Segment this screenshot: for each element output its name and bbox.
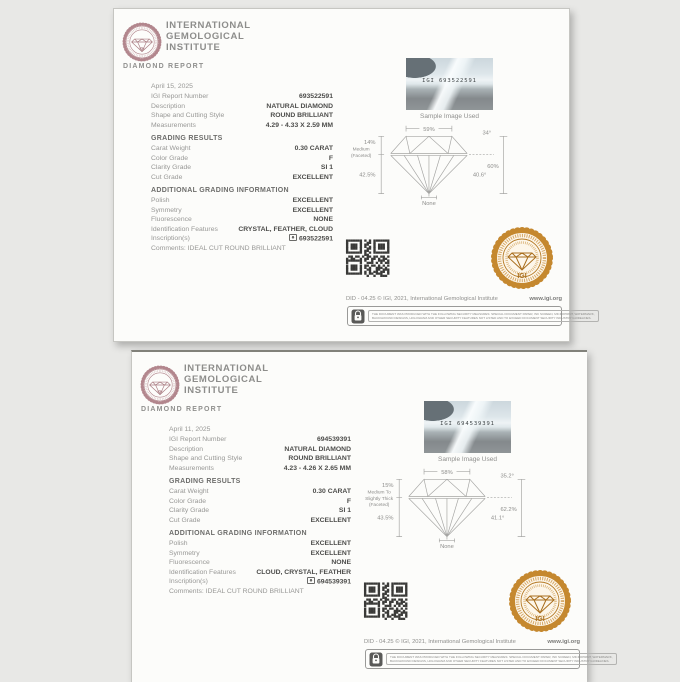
table-percent: 58% [441, 470, 453, 477]
qr-row: █ ▀▀▀ █ ▄▀█ ▄█▀▄█▀█ [364, 610, 408, 616]
additional-row [169, 568, 351, 578]
sample-photo [406, 58, 493, 110]
field-value: CRYSTAL, FEATHER, CLOUD [238, 225, 333, 233]
field-value: NONE [331, 559, 351, 566]
field-label: Polish [169, 540, 188, 547]
field-label: IGI Report Number [151, 93, 209, 100]
additional-row [169, 549, 351, 559]
grading-row [151, 173, 333, 183]
field-value: EXCELLENT [310, 549, 351, 557]
additional-grading-heading: ADDITIONAL GRADING INFORMATION [151, 187, 289, 194]
report-title: DIAMOND REPORT [123, 63, 205, 70]
qr-row: █ ▀▀▀ █ ▄█▀ █ ▀▀▀ █ [364, 590, 408, 596]
crown-angle: 34° [482, 130, 492, 137]
field-value: SI 1 [338, 507, 351, 514]
field-label: Fluorescence [151, 216, 192, 223]
field-value: NATURAL DIAMOND [284, 445, 351, 453]
org-line-2: GEMOLOGICAL [184, 373, 263, 385]
field-label: Description [169, 445, 203, 453]
org-line-1: INTERNATIONAL [184, 363, 269, 374]
field-value: 0.30 CARAT [312, 488, 351, 495]
report-date: April 11, 2025 [169, 426, 211, 433]
igi-logo-seal-icon [122, 22, 162, 67]
sample-image-block [406, 58, 493, 120]
field-value: F [328, 154, 333, 162]
diamond-profile-diagram [343, 121, 513, 212]
field-label: Polish [151, 197, 170, 204]
qr-row: ▄▀█▄▀▀▄▀▄█▀▄█▀▄▀█▄▀ [346, 255, 390, 261]
crown-angle: 35.2° [500, 473, 514, 480]
report-fields [169, 425, 351, 596]
qr-row: █ ███ █ █▀▄▀▀▄█▄▀▄▀ [346, 263, 390, 269]
field-label: Cut Grade [169, 516, 201, 524]
grading-row [169, 497, 351, 507]
field-value: EXCELLENT [292, 173, 333, 181]
footer-credit [346, 296, 562, 302]
comments-line: Comments: IDEAL CUT ROUND BRILLIANT [151, 244, 286, 252]
field-label: Inscription(s) [151, 235, 190, 242]
field-value: EXCELLENT [292, 197, 333, 204]
info-row [151, 102, 333, 112]
info-row [151, 92, 333, 102]
qr-row: █ ▀▀▀ █ ▄█▀ █ ▀▀▀ █ [346, 247, 390, 253]
document-credit-text: DID - 04.25 © IGI, 2021, International Gemological Institute [364, 639, 516, 645]
qr-row: █▀▀▀▀▀█ ▀▄▄█ ▄▀█▀▄█ [364, 602, 408, 608]
gold-security-seal-icon [489, 225, 555, 296]
qr-row: █▀▀▀▀▀█ ▀▄█ █▀▀▀▀▀█ [346, 239, 390, 244]
igi-logo-seal-icon [140, 365, 180, 410]
security-line-1: THE DOCUMENT WAS PRODUCED WITH THE FOLLOWING SECURITY MEASURES: SPECIAL DOCUMENT PAPER, INK SCREEN, MICROPRINT, WATERMARK, [372, 311, 595, 316]
field-label: Clarity Grade [151, 164, 192, 171]
inscription-row [151, 234, 333, 244]
girdle-label-line2: Slightly Thick [365, 496, 394, 502]
additional-row [151, 215, 333, 225]
diamond-profile-diagram [361, 464, 531, 555]
field-label: Identification Features [169, 568, 236, 576]
field-value: NONE [313, 216, 333, 223]
svg-text:IGI: IGI [139, 46, 145, 51]
website-link[interactable]: www.igi.org [547, 639, 580, 645]
qr-code [346, 240, 389, 277]
grading-row [151, 163, 333, 173]
field-value: SI 1 [320, 164, 333, 171]
additional-grading-heading: ADDITIONAL GRADING INFORMATION [169, 530, 307, 537]
website-link[interactable]: www.igi.org [529, 296, 562, 302]
inscription-value [307, 577, 351, 587]
grading-row [151, 154, 333, 164]
org-line-3: INSTITUTE [166, 41, 221, 53]
security-line-2: BACKGROUND DESIGNS, HOLOGRAM AND OTHER SECURITY FEATURES NOT LISTED AND TO EXCEED DOCUMENT SECURITY INDUSTRY GUIDELINES. [372, 316, 592, 320]
org-line-2: GEMOLOGICAL [166, 30, 245, 42]
culet-label: None [422, 201, 436, 208]
field-label: Symmetry [151, 206, 182, 214]
info-row [151, 111, 333, 121]
document-credit-text: DID - 04.25 © IGI, 2021, International Gemological Institute [346, 296, 498, 302]
qr-row: ▄▀█▄▀▀▄▀▄█▀▄█▀▄▀█▄▀ [364, 598, 408, 604]
field-value: 694539391 [316, 436, 351, 443]
additional-row [169, 558, 351, 568]
qr-row: █ ███ █ █▀▄ █ ███ █ [346, 243, 390, 249]
svg-text:IGI: IGI [157, 389, 163, 394]
field-value: 4.29 - 4.33 X 2.59 MM [265, 121, 333, 129]
diamond-report-page-2 [131, 350, 613, 682]
qr-row: ▀▀▀▀▀▀▀ ▀▄▀▀▄▀▀█▄▄▀ [364, 614, 408, 620]
field-label: Clarity Grade [169, 507, 210, 514]
info-row [169, 445, 351, 455]
additional-row [169, 539, 351, 549]
org-line-3: INSTITUTE [184, 384, 239, 396]
additional-row [151, 196, 333, 206]
qr-row: █ ▀▀▀ █ ▄▀█ ▄█▀▄█▀█ [346, 267, 390, 273]
padlock-icon [369, 652, 383, 667]
sample-image-caption: Sample Image Used [420, 113, 479, 120]
field-label: Symmetry [169, 549, 200, 557]
qr-row: █ ███ █ █▀▄ █ ███ █ [364, 586, 408, 592]
field-value: ROUND BRILLIANT [270, 112, 333, 119]
field-value: ROUND BRILLIANT [288, 455, 351, 462]
sample-image-caption: Sample Image Used [438, 456, 497, 463]
org-line-1: INTERNATIONAL [166, 20, 251, 31]
grading-row [169, 487, 351, 497]
inscription-number: 693522591 [298, 235, 333, 243]
total-depth-percent: 60% [487, 163, 499, 170]
security-strip [347, 306, 595, 326]
field-value: 693522591 [298, 93, 333, 100]
field-label: Measurements [151, 121, 196, 129]
field-value: 0.30 CARAT [294, 145, 333, 152]
field-label: Shape and Cutting Style [151, 112, 225, 119]
qr-row: ▀▀▀▀▀▀▀ ▀▄▀▀▄▀▀█▄▄▀ [346, 271, 390, 277]
field-label: Carat Weight [169, 488, 209, 495]
girdle-inscription-text: IGI 694539391 [440, 421, 495, 427]
svg-text:IGI: IGI [517, 273, 527, 280]
girdle-label-line3: (Faceted) [368, 503, 390, 509]
gold-security-seal-icon [507, 568, 573, 639]
field-label: Carat Weight [151, 145, 191, 152]
crown-height-percent: 14% [364, 139, 376, 146]
table-percent: 59% [423, 127, 435, 134]
report-title: DIAMOND REPORT [141, 406, 223, 413]
field-label: IGI Report Number [169, 436, 227, 443]
field-label: Color Grade [151, 154, 189, 162]
security-strip [365, 649, 613, 669]
culet-label: None [440, 544, 454, 551]
pavilion-depth-percent: 43.5% [377, 515, 394, 522]
grading-row [169, 516, 351, 526]
mini-igi-logo-icon [289, 234, 297, 241]
pavilion-depth-percent: 42.5% [359, 172, 376, 179]
pavilion-angle: 40.6° [472, 172, 487, 179]
field-label: Cut Grade [151, 173, 183, 181]
field-value: 4.23 - 4.26 X 2.65 MM [283, 464, 351, 472]
qr-row: █▀▀▀▀▀█ ▀▄█ █▀▀▀▀▀█ [364, 582, 408, 587]
girdle-label-line1: Medium [352, 147, 370, 153]
sample-photo [424, 401, 511, 453]
field-label: Shape and Cutting Style [169, 455, 243, 462]
grading-row [169, 506, 351, 516]
info-row [151, 121, 333, 131]
girdle-label-line2: (Faceted) [350, 153, 372, 159]
field-value: EXCELLENT [310, 516, 351, 524]
additional-row [151, 225, 333, 235]
report-date: April 15, 2025 [151, 83, 193, 90]
org-name [184, 364, 269, 396]
qr-row: █▀▀▀▀▀█ ▀▄▄█ ▄▀█▀▄█ [346, 259, 390, 265]
field-value: EXCELLENT [292, 206, 333, 214]
field-value: CLOUD, CRYSTAL, FEATHER [256, 568, 351, 576]
field-value: EXCELLENT [310, 540, 351, 547]
total-depth-percent: 62.2% [500, 506, 517, 513]
field-value: F [346, 497, 351, 505]
footer-credit [364, 639, 580, 645]
org-name [166, 21, 251, 53]
padlock-icon [351, 309, 365, 324]
field-label: Color Grade [169, 497, 207, 505]
crown-height-percent: 15% [382, 482, 394, 489]
girdle-label-line1: Medium To [367, 490, 391, 496]
diamond-report-page-1 [113, 8, 595, 342]
security-line-1: THE DOCUMENT WAS PRODUCED WITH THE FOLLOWING SECURITY MEASURES: SPECIAL DOCUMENT PAPER, INK SCREEN, MICROPRINT, WATERMARK, [390, 654, 613, 659]
inscription-value [289, 234, 333, 244]
mini-igi-logo-icon [307, 577, 315, 584]
info-row [169, 464, 351, 474]
pavilion-angle: 41.1° [490, 515, 505, 522]
report-fields [151, 82, 333, 253]
inscription-row [169, 577, 351, 587]
grading-row [151, 144, 333, 154]
field-label: Identification Features [151, 225, 218, 233]
field-label: Measurements [169, 464, 214, 472]
security-line-2: BACKGROUND DESIGNS, HOLOGRAM AND OTHER SECURITY FEATURES NOT LISTED AND TO EXCEED DOCUMENT SECURITY INDUSTRY GUIDELINES. [390, 659, 610, 663]
svg-text:IGI: IGI [535, 616, 545, 623]
security-text [386, 653, 617, 666]
inscription-number: 694539391 [316, 578, 351, 586]
qr-row: █ ███ █ █▀▄▀▀▄█▄▀▄▀ [364, 606, 408, 612]
comments-line: Comments: IDEAL CUT ROUND BRILLIANT [169, 587, 304, 595]
field-value: NATURAL DIAMOND [266, 102, 333, 110]
grading-results-heading: GRADING RESULTS [169, 478, 241, 485]
qr-row: ▀▀▀▀▀▀▀ █▄▀ ▀▀▀▀▀▀▀ [364, 594, 408, 600]
additional-row [151, 206, 333, 216]
security-text [368, 310, 599, 323]
girdle-inscription-text: IGI 693522591 [422, 78, 477, 84]
qr-code [364, 583, 407, 620]
qr-row: ▀▀▀▀▀▀▀ █▄▀ ▀▀▀▀▀▀▀ [346, 251, 390, 257]
field-label: Inscription(s) [169, 578, 208, 585]
grading-results-heading: GRADING RESULTS [151, 135, 223, 142]
info-row [169, 435, 351, 445]
field-label: Fluorescence [169, 559, 210, 566]
info-row [169, 454, 351, 464]
sample-image-block [424, 401, 511, 463]
field-label: Description [151, 102, 185, 110]
